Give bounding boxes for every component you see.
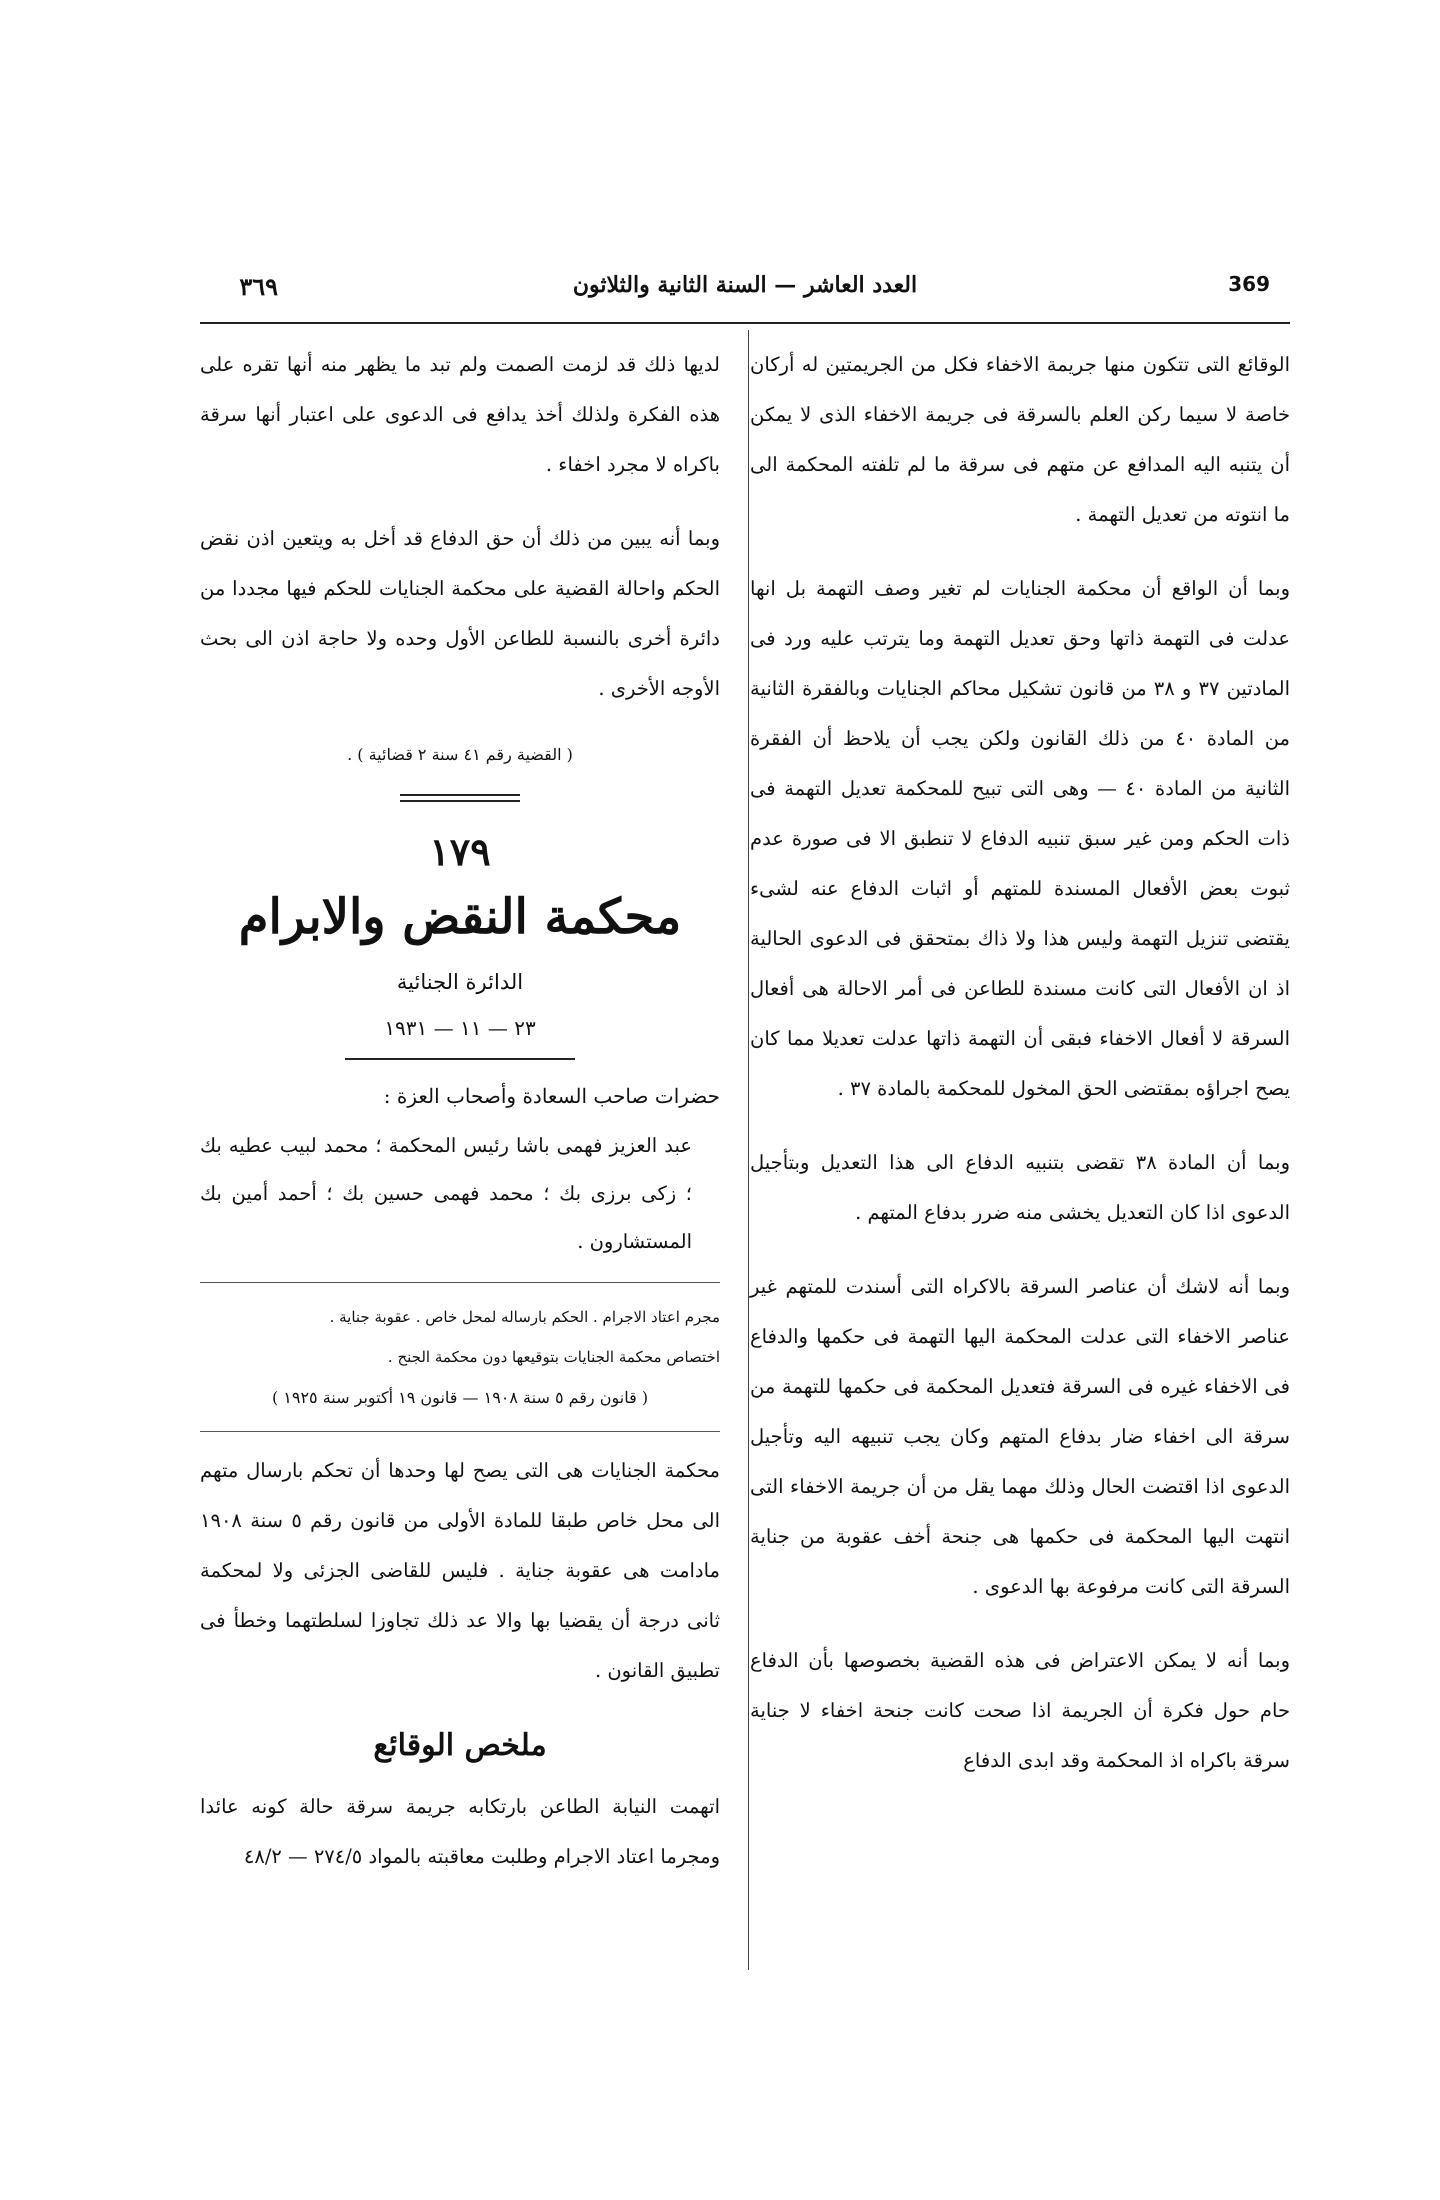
- presence-line: حضرات صاحب السعادة وأصحاب العزة :: [383, 1084, 720, 1108]
- paragraph: وبما أنه لاشك أن عناصر السرقة بالاكراه التى أسندت للمتهم غير عناصر الاخفاء التى عدلت المحكمة اليها التهمة فى حكمها والدفاع فى الاخفاء غيره فى السرقة فتعديل المحكمة فى حكمها للتهمة من سرقة الى اخفاء ضار بدفاع المتهم وكان يجب تنبيهه اليه وتأجيل الدعوى اذا اقتضت الحال وذلك مهما يقل من أن جريمة الاخفاء التى انتهت اليها المحكمة فى حكمها هى جنحة أخف عقوبة من جناية السرقة التى كانت مرفوعة بها الدعوى .: [750, 1275, 1290, 1598]
- court-name: محكمة النقض والابرام: [238, 889, 682, 945]
- session-date: ٢٣ — ١١ — ١٩٣١: [384, 1016, 536, 1040]
- case-citation: ( القضية رقم ٤١ سنة ٢ قضائية ) .: [347, 745, 573, 764]
- left-column: [200, 340, 720, 1906]
- paragraph: وبما أنه يبين من ذلك أن حق الدفاع قد أخل به ويتعين اذن نقض الحكم واحالة القضية على محكمة الجنايات للحكم فيها مجددا من دائرة أخرى بالنسبة للطاعن الأول وحده ولا حاجة اذن الى بحث الأوجه الأخرى .: [200, 527, 720, 700]
- running-title: العدد العاشر — السنة الثانية والثلاثون: [572, 272, 918, 298]
- right-column: [750, 340, 1290, 1810]
- law-reference: ( قانون رقم ٥ سنة ١٩٠٨ — قانون ١٩ أكتوبر سنة ١٩٢٥ ): [271, 1388, 649, 1407]
- judges-list: عبد العزيز فهمى باشا رئيس المحكمة ؛ محمد لبيب عطيه بك ؛ زكى برزى بك ؛ محمد فهمى حسين بك ؛ أحمد أمين بك المستشارون .: [200, 1134, 692, 1253]
- facts-title: ملخص الوقائع: [373, 1728, 547, 1763]
- legal-principle: محكمة الجنايات هى التى يصح لها وحدها أن تحكم بارسال متهم الى محل خاص طبقا للمادة الأولى من قانون رقم ٥ سنة ١٩٠٨ مادامت هى عقوبة جناية . فليس للقاضى الجزئى ولا لمحكمة ثانى درجة أن يقضيا بها والا عد ذلك تجاوزا لسلطتهما وخطأ فى تطبيق القانون .: [200, 1459, 720, 1682]
- keywords-rule-top: [200, 1282, 720, 1283]
- keyword-line: مجرم اعتاد الاجرام . الحكم بارساله لمحل خاص . عقوبة جناية .: [329, 1308, 720, 1326]
- page-number-latin: 369: [1228, 272, 1270, 296]
- header-rule: [200, 322, 1290, 324]
- facts-text: اتهمت النيابة الطاعن بارتكابه جريمة سرقة حالة كونه عائدا ومجرما اعتاد الاجرام وطلبت معاقبته بالمواد ٢٧٤/٥ — ٤٨/٢: [200, 1795, 720, 1868]
- section-separator: [400, 794, 520, 802]
- keyword-line: اختصاص محكمة الجنايات بتوقيعها دون محكمة الجنح .: [387, 1348, 720, 1366]
- paragraph: وبما أن المادة ٣٨ تقضى بتنبيه الدفاع الى هذا التعديل وبتأجيل الدعوى اذا كان التعديل يخشى منه ضرر بدفاع المتهم .: [750, 1151, 1290, 1224]
- paragraph: وبما أن الواقع أن محكمة الجنايات لم تغير وصف التهمة بل انها عدلت فى التهمة ذاتها وحق تعديل التهمة وما يترتب عليه ورد فى المادتين ٣٧ و ٣٨ من قانون تشكيل محاكم الجنايات وبالفقرة الثانية من المادة ٤٠ من ذلك القانون ولكن يجب أن يلاحظ أن الفقرة الثانية من المادة ٤٠ — وهى التى تبيح للمحكمة تعديل التهمة فى ذات الحكم ومن غير سبق تنبيه الدفاع لا تنطبق الا فى صورة عدم ثبوت بعض الأفعال المسندة للمتهم أو اثبات الدفاع عنه لشىء يقتضى تنزيل التهمة وليس هذا ولا ذاك بمتحقق فى الدعوى الحالية اذ ان الأفعال التى كانت مسندة للطاعن فى أمر الاحالة هى أفعال السرقة لا أفعال الاخفاء فبقى أن التهمة ذاتها عدلت تعديلا مما كان يصح اجراؤه بمقتضى الحق المخول للمحكمة بالمادة ٣٧ .: [750, 577, 1291, 1100]
- case-number: ١٧٩: [429, 829, 491, 874]
- paragraph: وبما أنه لا يمكن الاعتراض فى هذه القضية بخصوصها بأن الدفاع حام حول فكرة أن الجريمة اذا صحت كانت جنحة اخفاء لا جناية سرقة باكراه اذ المحكمة وقد ابدى الدفاع: [750, 1649, 1290, 1772]
- keywords-rule-bottom: [200, 1431, 720, 1432]
- paragraph: لديها ذلك قد لزمت الصمت ولم تبد ما يظهر منه أنها تقره على هذه الفكرة ولذلك أخذ يدافع فى الدعوى على اعتبار أنها سرقة باكراه لا مجرد اخفاء .: [200, 353, 720, 476]
- page-number-arabic: ٣٦٩: [239, 272, 278, 301]
- date-rule: [345, 1058, 575, 1060]
- page-header: [200, 272, 1290, 312]
- circuit-name: الدائرة الجنائية: [396, 970, 524, 994]
- column-divider: [748, 330, 749, 1970]
- paragraph: الوقائع التى تتكون منها جريمة الاخفاء فكل من الجريمتين له أركان خاصة لا سيما ركن العلم بالسرقة فى جريمة الاخفاء الذى لا يمكن أن يتنبه اليه المدافع عن متهم فى سرقة ما لم تلفته المحكمة الى ما انتوته من تعديل التهمة .: [750, 353, 1290, 526]
